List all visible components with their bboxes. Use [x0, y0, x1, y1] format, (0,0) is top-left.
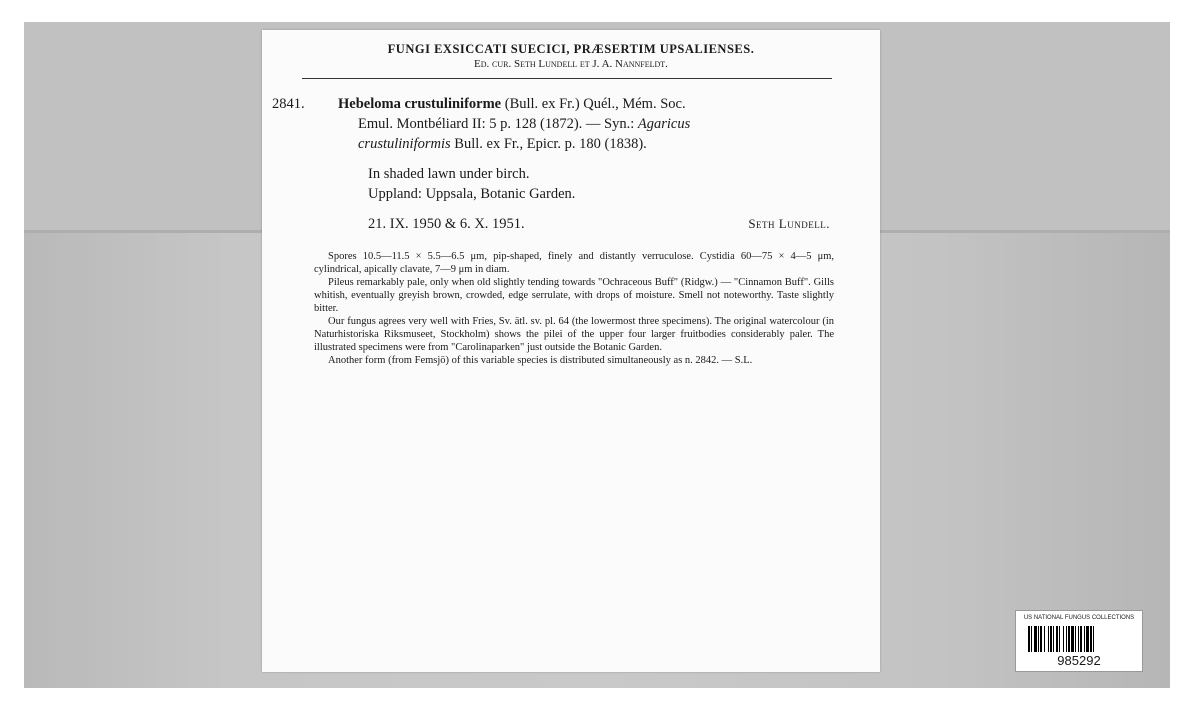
note-paragraph: Spores 10.5—11.5 × 5.5—6.5 μm, pip-shaped, finely and distantly verruculose. Cystidia 60—75 × 4—5 μm, cylindrical, apically clavate, 7—9 μm in diam.	[314, 251, 834, 275]
habitat-block	[368, 164, 575, 204]
habitat-line: In shaded lawn under birch.	[368, 166, 530, 182]
notes-block	[314, 250, 834, 367]
taxon-name: Hebeloma crustuliniforme	[338, 96, 502, 112]
taxon-authority: (Bull. ex Fr.) Quél., Mém. Soc.	[501, 96, 686, 112]
synonym-genus: Agaricus	[637, 116, 691, 132]
locality-line: Uppland: Uppsala, Botanic Garden.	[368, 186, 576, 202]
barcode-header: US NATIONAL FUNGUS COLLECTIONS	[1023, 615, 1135, 621]
taxon-line-2	[338, 114, 858, 134]
taxon-entry	[272, 94, 858, 154]
collection-date: 21. IX. 1950 & 6. X. 1951.	[368, 216, 525, 232]
barcode-number: 985292	[1057, 653, 1101, 668]
collector-name: Seth Lundell.	[748, 216, 830, 231]
specimen-label	[262, 30, 880, 672]
editors-line: Ed. cur. Seth Lundell et J. A. Nannfeldt.	[474, 58, 668, 70]
taxon-line-1	[338, 94, 858, 114]
barcode-label	[1015, 610, 1143, 672]
note-paragraph: Another form (from Femsjö) of this variable species is distributed simultaneously as n. 2842. — S.L.	[328, 355, 753, 366]
note-paragraph: Pileus remarkably pale, only when old slightly tending towards "Ochraceous Buff" (Ridgw.) — "Cinnamon Buff". Gills whitish, eventually greyish brown, crowded, edge serrulate, with drops of moisture. Smell not noteworthy. Taste slightly bitter.	[314, 277, 834, 314]
entry-number: 2841.	[272, 96, 305, 112]
note-paragraph: Our fungus agrees very well with Fries, Sv. ätl. sv. pl. 64 (the lowermost three specimens). The original watercolour (in Naturhistoriska Riksmuseet, Stockholm) shows the pilei of the upper four larger fruitbodies considerably paler. The illustrated specimens were from "Carolinaparken" just outside the Botanic Garden.	[314, 316, 834, 353]
label-header	[262, 42, 880, 70]
synonym-epithet: crustuliniformis	[358, 136, 451, 152]
header-rule	[302, 78, 832, 79]
barcode-bars	[1028, 626, 1128, 652]
barcode-gap	[1094, 626, 1096, 652]
citation-text: Emul. Montbéliard II: 5 p. 128 (1872). — Syn.:	[358, 116, 638, 132]
series-title: FUNGI EXSICCATI SUECICI, PRÆSERTIM UPSALIENSES.	[387, 42, 755, 56]
synonym-citation: Bull. ex Fr., Epicr. p. 180 (1838).	[450, 136, 647, 152]
taxon-line-3	[338, 134, 858, 154]
